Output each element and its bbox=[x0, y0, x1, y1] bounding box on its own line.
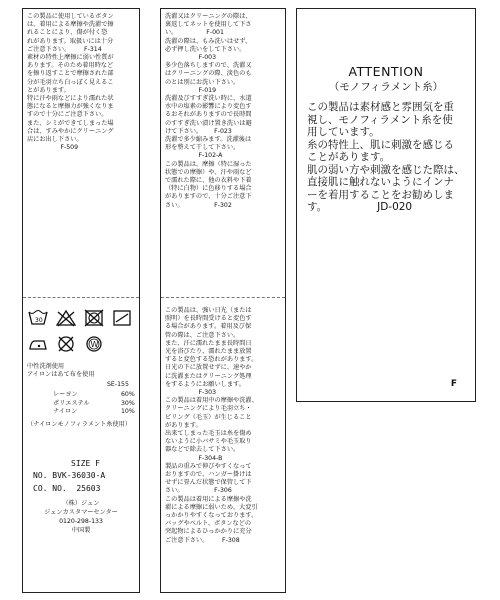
composition-row bbox=[53, 408, 137, 417]
material-name: レーヨン bbox=[53, 391, 78, 398]
composition-row bbox=[53, 400, 137, 409]
label-left bbox=[22, 8, 140, 593]
fold-divider bbox=[23, 297, 139, 298]
iron-low-icon bbox=[27, 335, 49, 353]
attention-body: この製品は素材感と雰囲気を重 視し、モノフィラメント糸を使 用しています。 糸の特性上、肌に刺激を感じる ことがあります。 肌の弱い方や刺激を感じた際は、 直接肌に触れないようにインナ ーを着用することをお勧めしま す。 JD-020 bbox=[307, 101, 465, 213]
washing-instructions-text: 洗濯又はクリーニングの際は、 裏返してネットを使用して下さ い。 F-001 洗濯の際は、もみ洗いはせず、 必ず押し洗いをして下さい。 F-003 多少色落ちしますので、洗濯又 はクリーニングの際、淡色のも のとは別にお洗い下さい。 F-019 洗濯及びすすぎ洗い時に、水道 水中の塩素の影響により変色す るおそれがありますので長時間 のすすぎ洗い漬け置き洗いは避 けて下さい。 F-023 洗濯で多少縮みます。洗濯後は 形を整えて干して下さい。 F-102-A この製品は、摩擦（特に湿った 状態での摩擦）や、汗や雨など で濡れた際に、他の衣料や下着 （特に白物）に色移りする場合 がありますので、十分ご注意下 さい。 F-302 bbox=[165, 13, 252, 209]
attention-subtitle: （モノフィラメント糸） bbox=[328, 81, 444, 93]
customer-center: ジュンカスタマーセンター bbox=[44, 509, 118, 516]
care-warning-text: この製品に使用しているボタン は、着用による摩擦や洗濯で擦 れることにより、傷が付く恐 れがあります。取扱いには十分 ご注意下さい。 F-314 素材の特性上摩擦に弱い性質が あります。そのため着用時など を擦り返すことで摩擦された部 分が毛羽立ち白っぽく見えるこ とがあります。 特に汗や雨などにより濡れた状 態になると摩擦力が強くなりま すので十分にご注意下さい。 また、シミができてしまった場 合は、すみやかにクリーニング 店にお出し下さい。 F-509 bbox=[27, 13, 114, 152]
care-code: SE-155 bbox=[107, 381, 129, 388]
material-percent: 10% bbox=[121, 408, 135, 415]
care-note: 中性洗剤使用 アイロンはあて布を使用 bbox=[27, 363, 95, 379]
no-bleach-icon bbox=[55, 309, 77, 327]
co-number: CO. NO. 25603 bbox=[33, 484, 101, 493]
material-name: ポリエステル bbox=[53, 399, 90, 407]
composition-row bbox=[53, 391, 137, 400]
country-of-origin: 中国製 bbox=[71, 527, 91, 534]
line-dry-icon bbox=[111, 309, 133, 327]
storage-instructions-text: この製品は、強い日光（または 照明）を長時間受けると変色す る場合があります。着用及び保 管の際は、ご注意下さい。 また、汗に濡れたまま長時間日 光を浴びたり、濡れたまま放置 すると変色する恐れがあります。 日光の下に放置せずに、速やか に洗濯またはクリーニング処理 をするようにお願いします。 F-303 この製品は着用中の摩擦や洗濯、 クリーニングにより毛羽立ち・ ピリング（毛玉）が生じること があります。 出来てしまった毛玉は糸を傷め ないように小バサミや毛玉取り 器などで除去して下さい。 F-304-B 製品の重みで伸びやすくなって おりますので、ハンガー掛けは せずに畳んだ状態で保管して下 さい。 F-306 この製品は着用による摩擦や洗 濯による摩擦に弱いため、大変引 っかかりやすくなっております。 バッグやベルト、ボタンなどの 突起物によるひっかかりに充分 ご注意下さい。 F-308 bbox=[165, 307, 258, 544]
monofilament-note: （ナイロンモノフィラメント糸使用） bbox=[27, 421, 132, 428]
material-name: ナイロン bbox=[53, 408, 78, 415]
svg-text:30: 30 bbox=[35, 317, 43, 324]
product-number: NO. BVK-36030-A bbox=[33, 471, 106, 480]
wet-clean-icon bbox=[83, 335, 105, 353]
size-mark: F bbox=[450, 379, 457, 389]
attention-label bbox=[296, 8, 476, 402]
material-percent: 60% bbox=[121, 391, 135, 398]
fold-divider bbox=[161, 297, 285, 298]
composition-table bbox=[53, 391, 137, 417]
size-label: SIZE F bbox=[71, 459, 100, 468]
svg-text:W: W bbox=[90, 340, 99, 349]
phone-number: 0120-298-133 bbox=[59, 518, 103, 525]
no-tumble-dry-icon bbox=[83, 309, 105, 327]
company-name: （株）ジュン bbox=[62, 500, 100, 507]
material-percent: 30% bbox=[121, 399, 135, 407]
label-middle bbox=[160, 8, 286, 593]
no-dryclean-icon bbox=[55, 335, 77, 353]
care-symbols bbox=[27, 309, 137, 357]
wash-tub-icon bbox=[27, 309, 49, 327]
attention-title: ATTENTION bbox=[348, 64, 424, 79]
